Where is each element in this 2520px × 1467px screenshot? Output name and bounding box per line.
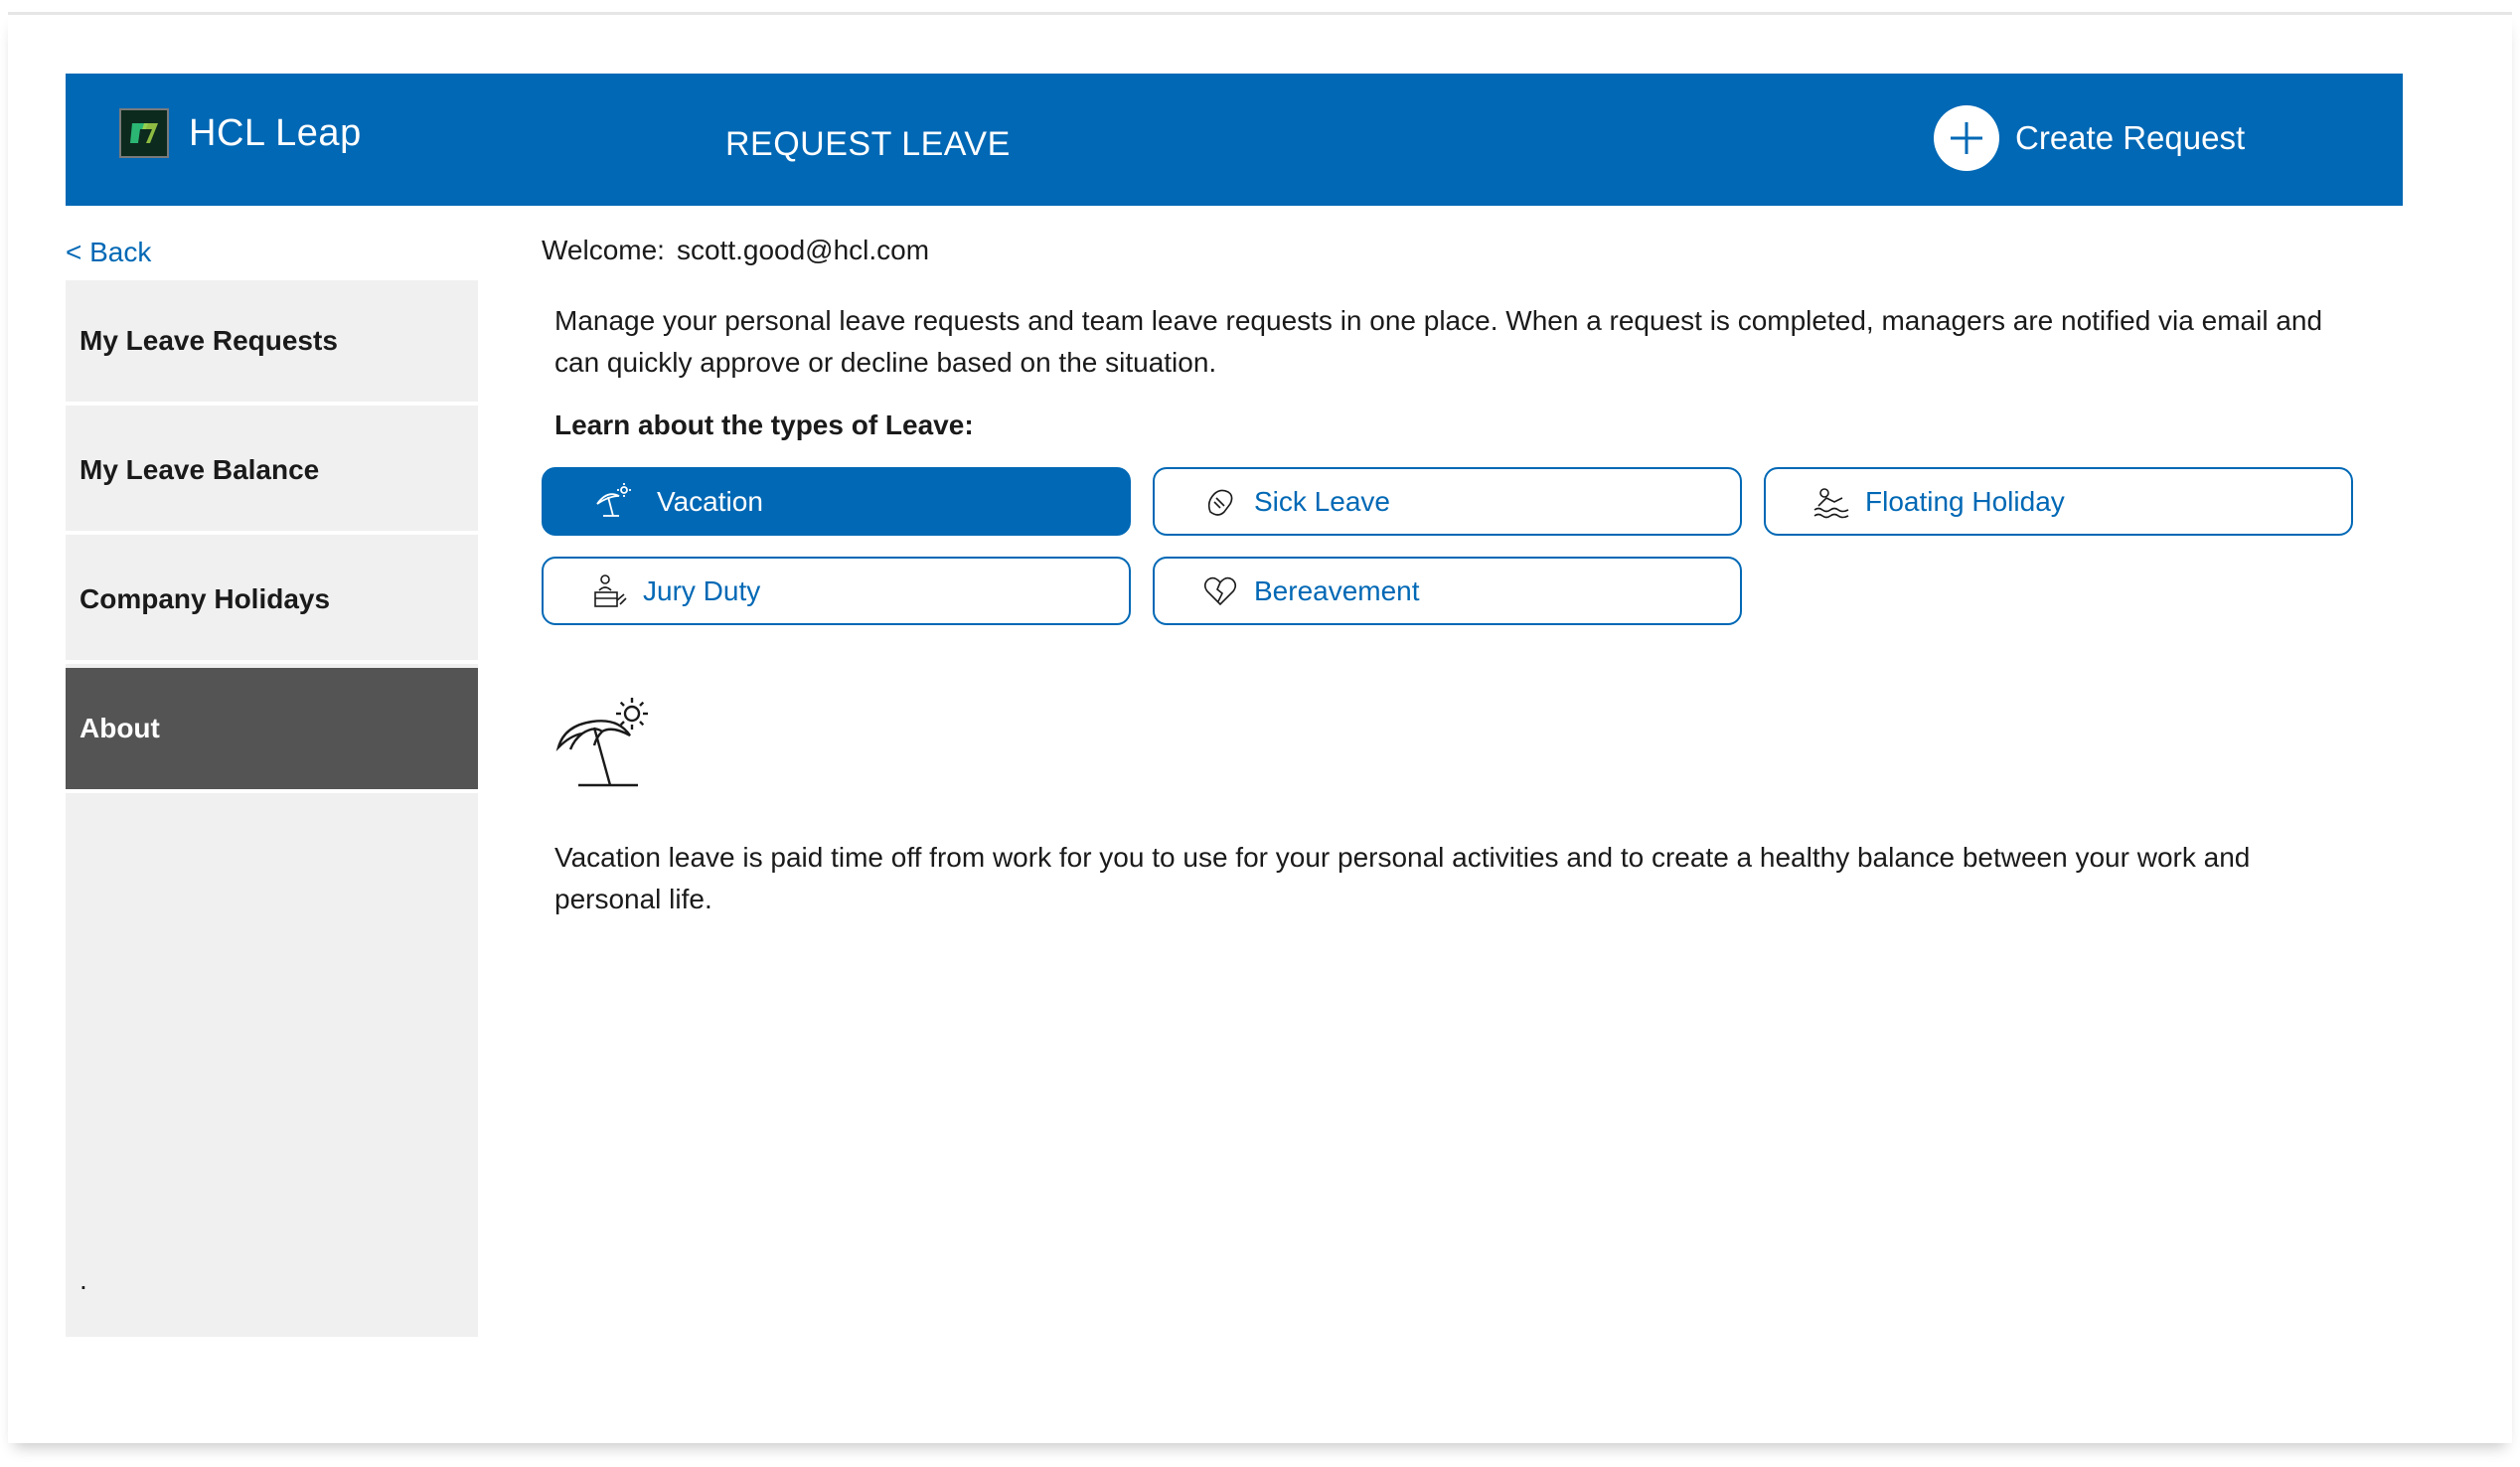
back-link[interactable]: < Back: [66, 237, 152, 267]
intro-text: Manage your personal leave requests and team leave requests in one place. When a request is completed, managers are notified via email and can quickly approve or decline based on the situation.: [554, 305, 2323, 378]
leave-type-floating-holiday-button[interactable]: [1764, 467, 2353, 536]
sidebar-item-my-leave-balance[interactable]: My Leave Balance: [66, 409, 478, 535]
app-header: [66, 74, 2403, 206]
leave-type-bereavement-button[interactable]: [1153, 557, 1742, 625]
bandaged-hand-icon: [1200, 482, 1240, 522]
welcome-line: [542, 235, 929, 266]
brand: [119, 107, 362, 159]
hcl-logo-icon: [119, 108, 169, 158]
leave-type-label: Sick Leave: [1254, 485, 1390, 517]
sidebar-item-my-leave-requests[interactable]: My Leave Requests: [66, 280, 478, 406]
leave-type-label: Jury Duty: [643, 574, 761, 606]
leave-type-vacation-button[interactable]: [542, 467, 1131, 536]
leave-type-label: Floating Holiday: [1865, 485, 2065, 517]
welcome-email: scott.good@hcl.com: [676, 235, 930, 265]
beach-umbrella-icon: [552, 696, 662, 797]
beach-umbrella-icon: [593, 482, 633, 522]
sidebar-item-about[interactable]: About: [66, 668, 478, 793]
judge-icon: [589, 571, 629, 611]
page-title: REQUEST LEAVE: [725, 125, 1011, 163]
leave-type-description: Vacation leave is paid time off from work for you to use for your personal activities and to create a healthy balance between your work and personal life.: [554, 842, 2251, 914]
sidebar: [66, 280, 478, 1337]
sidebar-item-company-holidays[interactable]: Company Holidays: [66, 539, 478, 664]
plus-icon: [1934, 105, 1999, 171]
sidebar-footer-mark: .: [79, 1264, 87, 1295]
broken-heart-icon: [1200, 571, 1240, 611]
create-request-button[interactable]: [1934, 105, 2245, 171]
leave-type-sick-leave-button[interactable]: [1153, 467, 1742, 536]
leave-types-heading: Learn about the types of Leave:: [554, 409, 974, 440]
brand-name: HCL Leap: [189, 111, 362, 154]
leave-type-label: Bereavement: [1254, 574, 1420, 606]
leave-type-jury-duty-button[interactable]: [542, 557, 1131, 625]
leave-type-label: Vacation: [657, 485, 763, 517]
swimmer-icon: [1811, 482, 1851, 522]
create-request-label: Create Request: [2015, 119, 2246, 156]
welcome-label: Welcome:: [542, 235, 665, 265]
